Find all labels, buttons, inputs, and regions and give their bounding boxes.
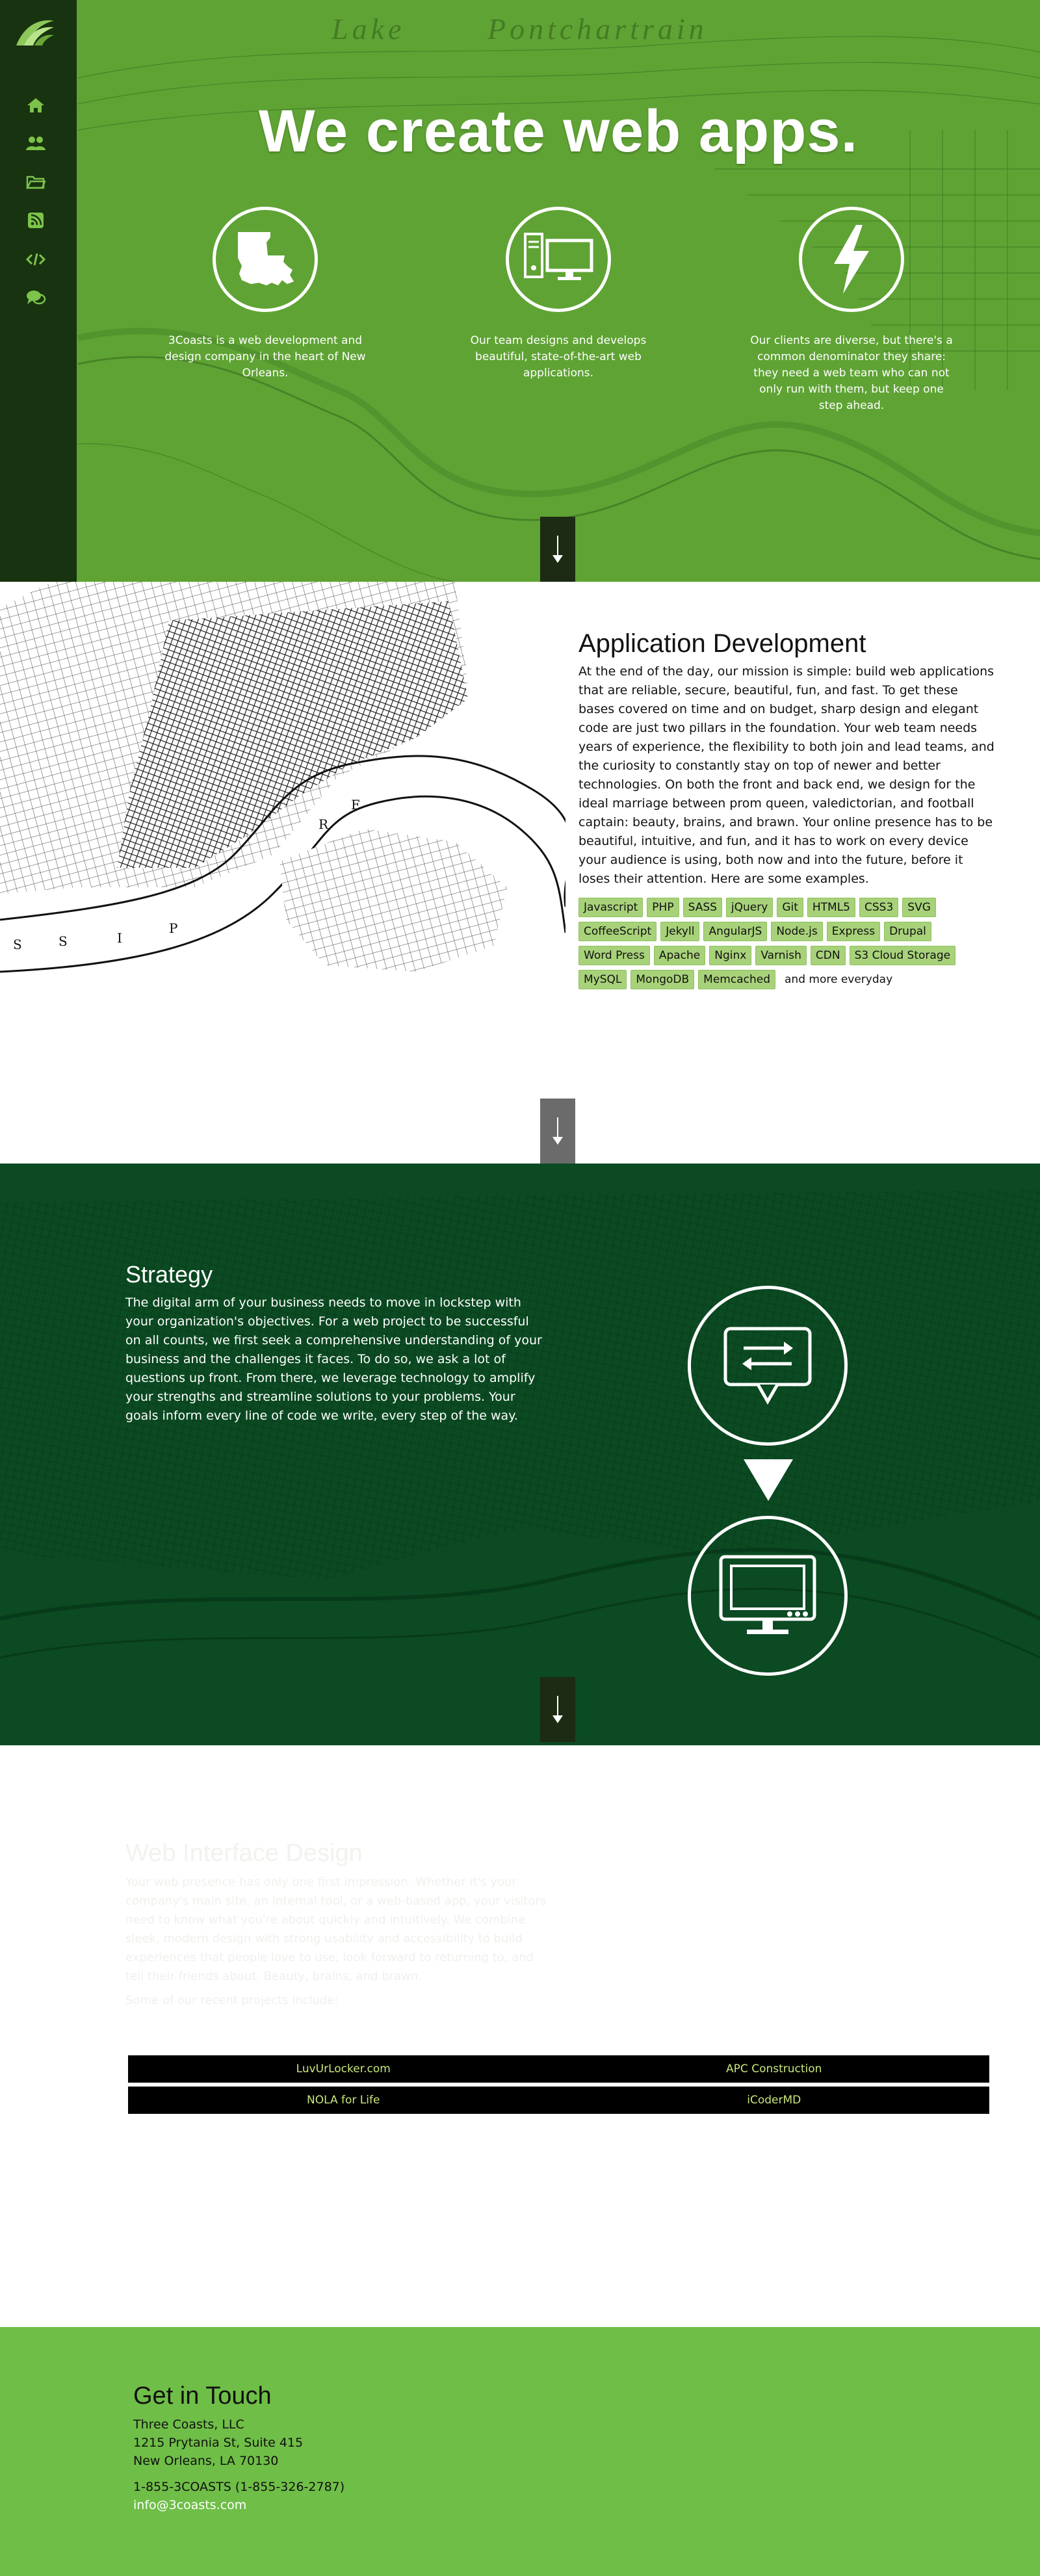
home-icon <box>27 97 45 114</box>
tags-more-text: and more everyday <box>785 973 893 986</box>
nav-home[interactable] <box>25 94 47 116</box>
company-name: Three Coasts, LLC <box>133 2417 244 2432</box>
scroll-down-button[interactable] <box>540 1099 575 1164</box>
footer-contact <box>0 2327 1040 2576</box>
phone-number[interactable]: 1-855-3COASTS (1-855-326-2787) <box>133 2480 345 2494</box>
strategy-body: The digital arm of your business needs to move in lockstep with your organization's objectives. For a web project to be successful on all counts, we first seek a comprehensive understanding of your business and the challenges it faces. To do so, we ask a lot of questions up front. From there, we leverage technology to amplify your strengths and streamline solutions to your problems. Your goals inform every line of code we write, every step of the way. <box>125 1295 542 1423</box>
3coasts-logo[interactable] <box>15 14 55 48</box>
tech-tag: Varnish <box>755 946 807 965</box>
scroll-down-button[interactable] <box>540 517 575 582</box>
tech-tag: Memcached <box>698 970 775 989</box>
svg-text:P: P <box>169 920 178 936</box>
tech-tag: Node.js <box>771 922 822 941</box>
tech-tag: jQuery <box>726 898 773 917</box>
arrow-down-icon <box>551 534 564 564</box>
feature-text: Our clients are diverse, but there's a common denominator they share: they need a web team who can not only run with them, but keep one step ahead. <box>750 334 953 412</box>
chat-icon <box>25 289 46 306</box>
louisiana-icon <box>233 228 298 291</box>
sidebar-nav <box>0 0 77 582</box>
tech-tag: SASS <box>683 898 722 917</box>
feature-louisiana <box>148 207 382 382</box>
contact-title: Get in Touch <box>133 2382 272 2410</box>
tech-tag: MongoDB <box>630 970 694 989</box>
tech-tag: CDN <box>811 946 846 965</box>
feature-text: Our team designs and develops beautiful, state-of-the-art web applications. <box>470 334 647 380</box>
project-link-apc-construction[interactable]: APC Construction <box>726 2062 822 2075</box>
folder-icon <box>26 174 46 190</box>
tech-tag: Git <box>777 898 803 917</box>
arrow-down-icon <box>551 1695 564 1724</box>
tech-tag: MySQL <box>578 970 627 989</box>
monitor-circle <box>688 1516 848 1676</box>
team-icon <box>25 135 46 151</box>
computer-icon <box>523 230 594 289</box>
tech-tag: PHP <box>647 898 679 917</box>
new-orleans-map-illustration <box>0 582 566 998</box>
appdev-body: At the end of the day, our mission is simple: build web applications that are reliable, secure, beautiful, fun, and fast. To get these bases covered on time and on budget, sharp design and elegant code are just two pillars in the foundation. Your web team needs years of experience, the flexibility to both join and lead teams, and the curiosity to constantly stay on top of newer and better technologies. On both the front and back end, we design for the ideal marriage between prom queen, valedictorian, and football captain: beauty, brains, and brawn. Your online presence has to be beautiful, intuitive, and fun, and it has to work on every device your audience is using, both now and into the future, before it loses their attention. Here are some examples. <box>578 664 994 886</box>
projects-row <box>128 2087 989 2114</box>
tech-tag: Nginx <box>709 946 751 965</box>
tech-tag: Jekyll <box>660 922 699 941</box>
contact-info <box>133 2382 344 2514</box>
tech-tag: Apache <box>654 946 705 965</box>
rss-icon <box>27 212 44 229</box>
nav-blog[interactable] <box>25 209 47 231</box>
monitor-icon <box>716 1550 820 1641</box>
svg-text:E: E <box>351 797 361 813</box>
lightning-circle <box>799 207 904 312</box>
tech-tag: SVG <box>902 898 936 917</box>
hero-title: We create web apps. <box>258 98 859 164</box>
svg-text:R: R <box>318 816 329 832</box>
map-label-pontchartrain: Pontchartrain <box>488 12 708 46</box>
svg-text:I: I <box>117 930 122 946</box>
projects-row <box>128 2055 989 2083</box>
nav-contact[interactable] <box>25 287 47 309</box>
nav-portfolio[interactable] <box>25 171 47 193</box>
tech-tag: HTML5 <box>807 898 855 917</box>
web-interface-title: Web Interface Design <box>125 1840 363 1867</box>
tech-tag: Express <box>827 922 880 941</box>
appdev-title: Application Development <box>578 629 866 658</box>
louisiana-circle <box>213 207 318 312</box>
scroll-down-button[interactable] <box>540 1677 575 1742</box>
feature-lightning <box>734 207 968 414</box>
tech-tag: CoffeeScript <box>578 922 656 941</box>
nav-team[interactable] <box>25 132 47 154</box>
strategy-text <box>125 1261 548 1425</box>
application-development-section <box>578 629 994 994</box>
svg-text:S: S <box>58 933 68 949</box>
tech-tag: Javascript <box>578 898 643 917</box>
strategy-title: Strategy <box>125 1261 213 1288</box>
project-link-luvurlocker[interactable]: LuvUrLocker.com <box>296 2062 391 2075</box>
lightning-icon <box>829 224 874 295</box>
feature-computer <box>441 207 675 382</box>
project-link-nola-for-life[interactable]: NOLA for Life <box>307 2094 380 2107</box>
street-address: 1215 Prytania St, Suite 415 <box>133 2436 304 2450</box>
web-interface-section <box>125 1840 554 2007</box>
tech-tag: Drupal <box>884 922 931 941</box>
tech-tag: S3 Cloud Storage <box>850 946 956 965</box>
strategy-map-background <box>0 1164 1040 1745</box>
chat-exchange-icon <box>719 1323 816 1408</box>
feature-text: 3Coasts is a web development and design company in the heart of New Orleans. <box>164 334 366 380</box>
strategy-section <box>0 1164 1040 1745</box>
map-label-lake: Lake <box>332 12 406 46</box>
tech-tag: AngularJS <box>703 922 767 941</box>
tech-tag: CSS3 <box>859 898 898 917</box>
exchange-circle <box>688 1286 848 1446</box>
triangle-down-icon <box>744 1459 793 1501</box>
code-icon <box>26 252 46 267</box>
nav-code[interactable] <box>25 248 47 270</box>
web-interface-body: Your web presence has only one first impression. Whether it's your company's main site, an internal tool, or a web-based app, your visitors need to know what you're about quickly and intuitively. We combine sleek, modern design with strong usability and accessibility to build experiences that people love to use, look forward to returning to, and tell their friends about. Beauty, brains, and brawn. <box>125 1875 547 1983</box>
tech-tag: Word Press <box>578 946 650 965</box>
city-state-zip: New Orleans, LA 70130 <box>133 2454 279 2468</box>
svg-text:S: S <box>13 937 22 952</box>
email-link[interactable]: info@3coasts.com <box>133 2498 247 2512</box>
computer-circle <box>506 207 611 312</box>
hero-section <box>0 0 1040 582</box>
project-link-icodermd[interactable]: iCoderMD <box>747 2094 801 2107</box>
arrow-down-icon <box>551 1116 564 1146</box>
projects-list <box>128 2055 989 2118</box>
technology-tags <box>578 898 994 994</box>
recent-projects-label: Some of our recent projects include: <box>125 1994 339 2007</box>
